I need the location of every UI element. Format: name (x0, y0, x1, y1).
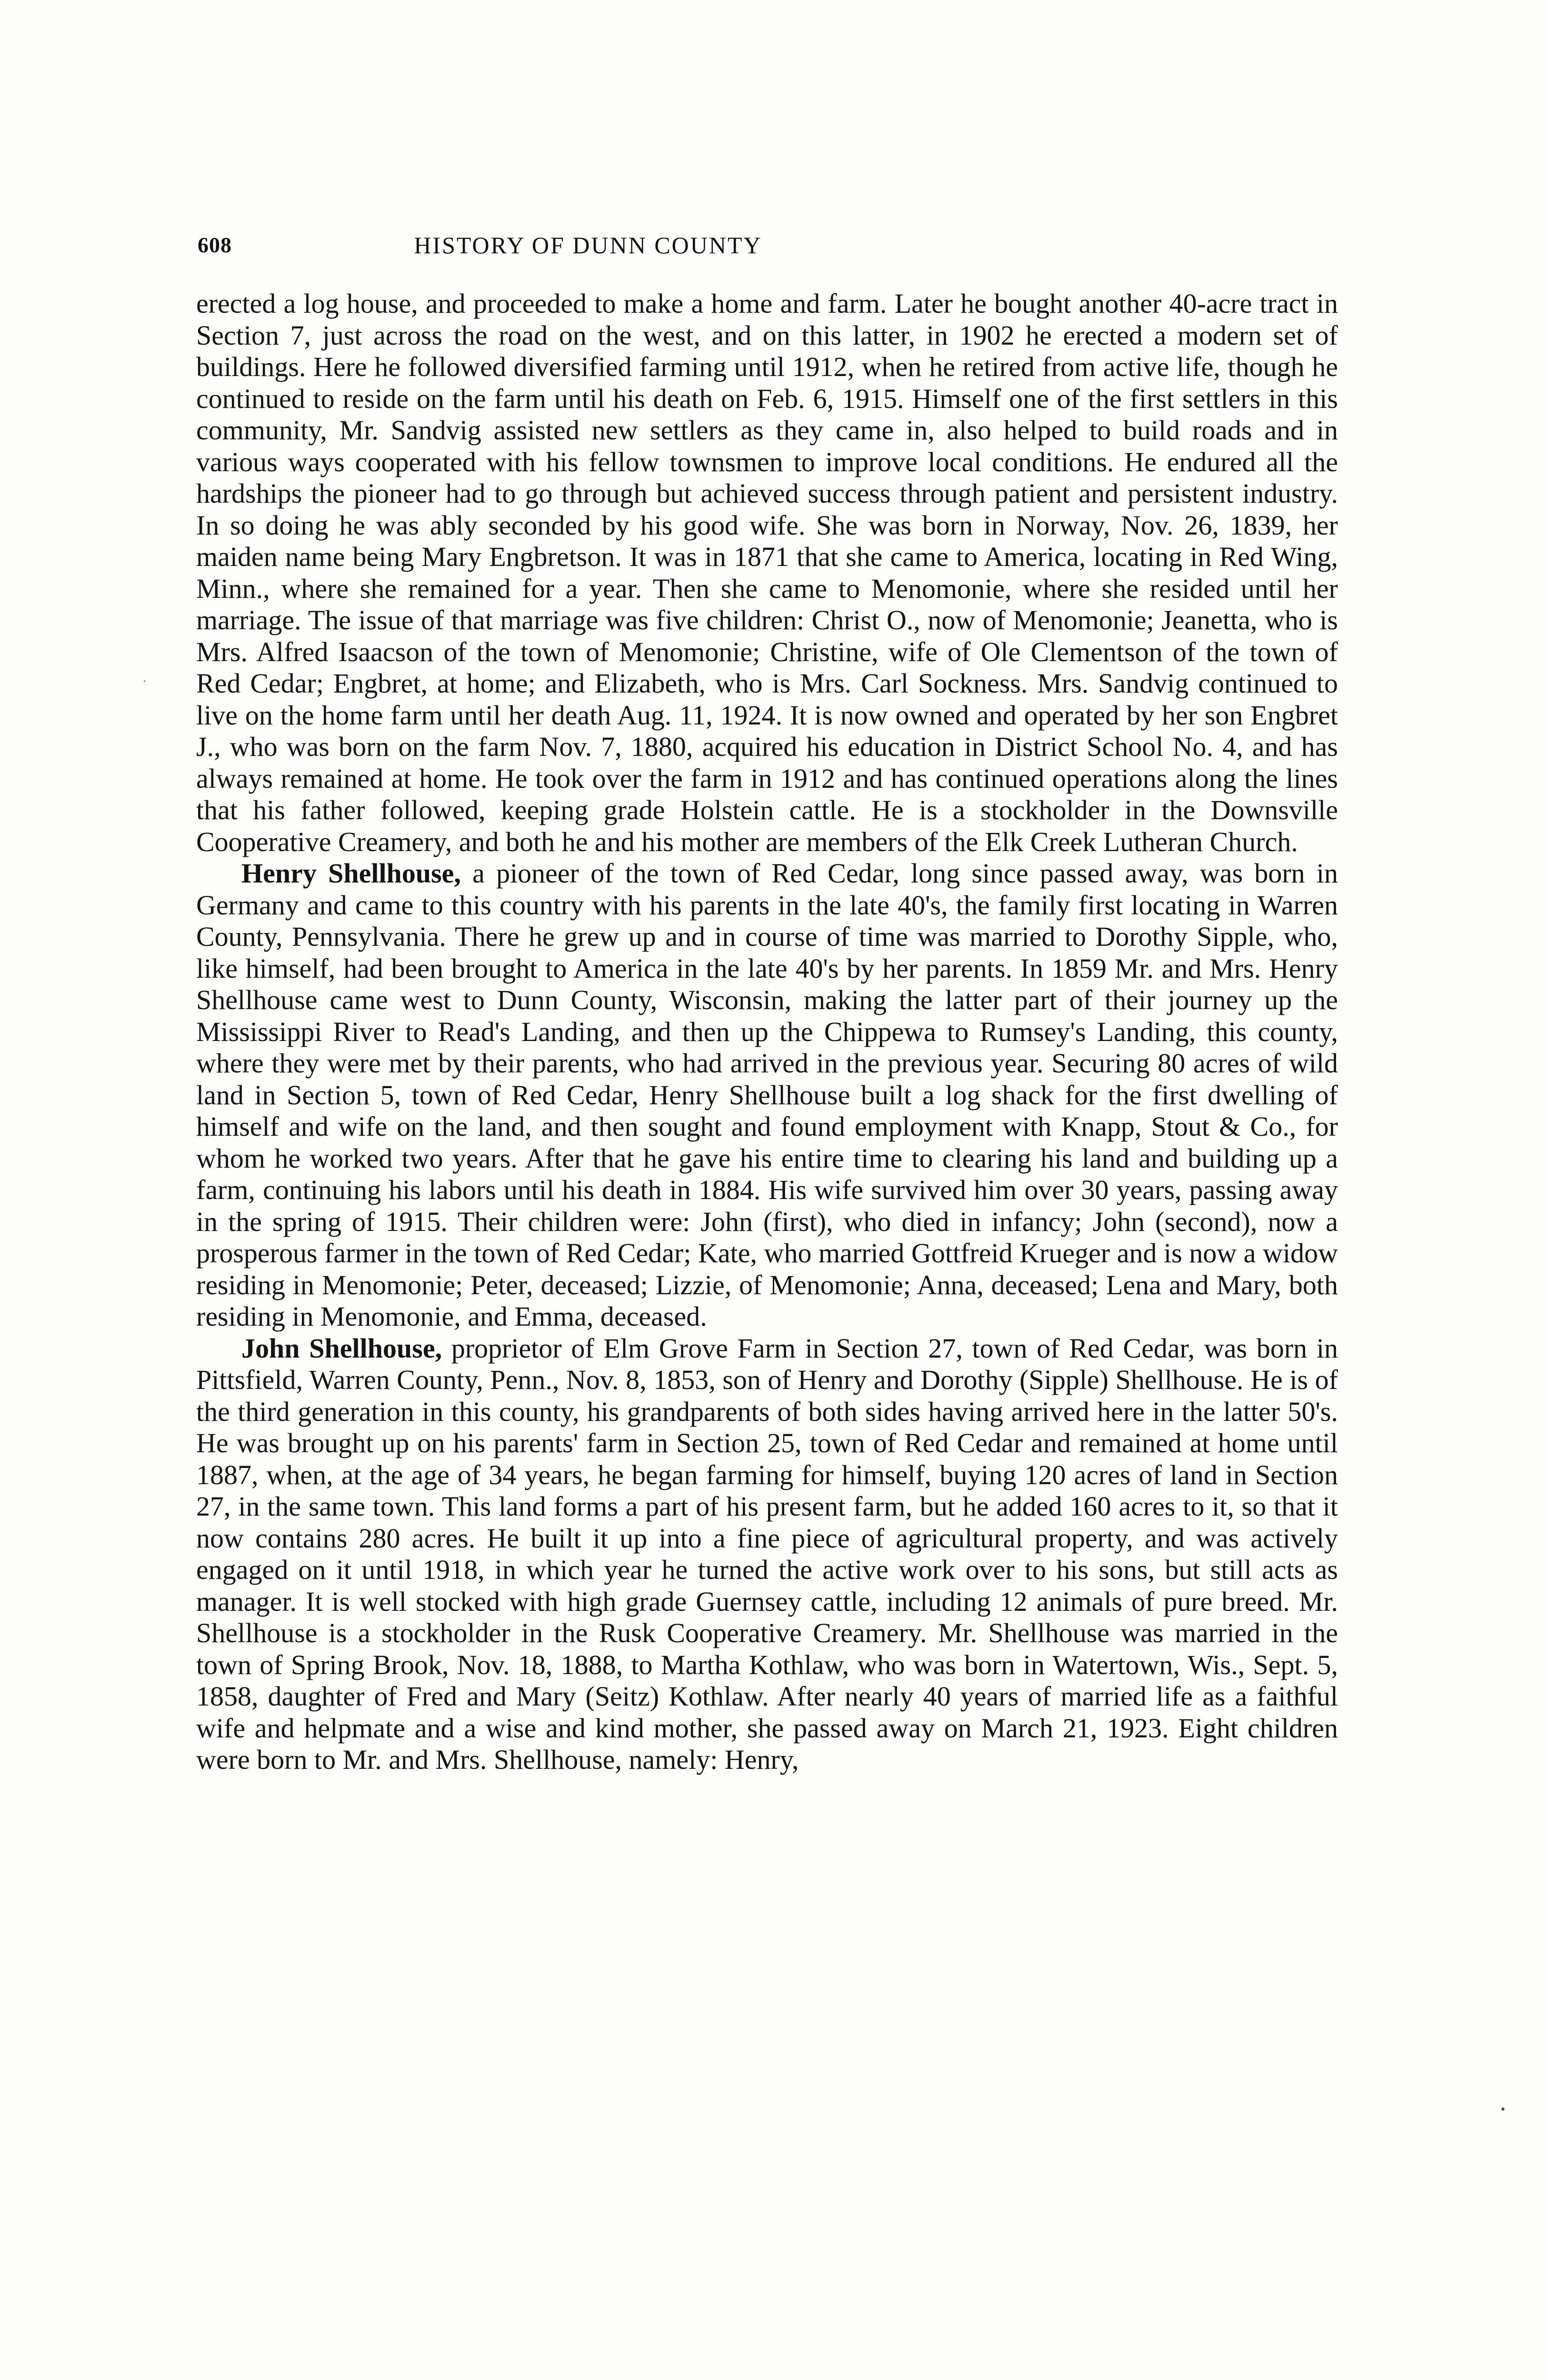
biography-name: Henry Shellhouse, (241, 858, 461, 889)
biography-name: John Shellhouse, (241, 1332, 442, 1364)
page-header (198, 228, 978, 270)
margin-speck: • (1500, 2104, 1506, 2116)
page-number: 608 (198, 233, 232, 257)
margin-speck: · (143, 676, 146, 688)
paragraph-henry-shellhouse (196, 858, 1338, 1333)
body-text (196, 288, 1338, 1776)
paragraph-text: proprietor of Elm Grove Farm in Section 27, town of Red Cedar, was born in Pittsfield, Warren County, Penn., Nov. 8, 1853, son of Henry and Dorothy (Sipple) Shellhouse. He is of the third generation in this county, his grandparents of both sides having arrived here in the latter 50's. He was brought up on his parents' farm in Section 25, town of Red Cedar and remained at home until 1887, when, at the age of 34 years, he began farming for himself, buying 120 acres of land in Section 27, in the same town. This land forms a part of his present farm, but he added 160 acres to it, so that it now contains 280 acres. He built it up into a fine piece of agricultural property, and was actively engaged on it until 1918, in which year he turned the active work over to his sons, but still acts as manager. It is well stocked with high grade Guernsey cattle, including 12 animals of pure breed. Mr. Shellhouse is a stockholder in the Rusk Cooperative Creamery. Mr. Shellhouse was married in the town of Spring Brook, Nov. 18, 1888, to Martha Kothlaw, who was born in Watertown, Wis., Sept. 5, 1858, daughter of Fred and Mary (Seitz) Kothlaw. After nearly 40 years of married life as a faithful wife and helpmate and a wise and kind mother, she passed away on March 21, 1923. Eight children were born to Mr. and Mrs. Shellhouse, namely: Henry, (196, 1332, 1338, 1775)
paragraph-text: a pioneer of the town of Red Cedar, long since passed away, was born in Germany and came to this country with his parents in the late 40's, the family first locating in Warren County, Pennsylvania. There he grew up and in course of time was married to Dorothy Sipple, who, like himself, had been brought to America in the late 40's by her parents. In 1859 Mr. and Mrs. Henry Shellhouse came west to Dunn County, Wisconsin, making the latter part of their journey up the Mississippi River to Read's Landing, and then up the Chippewa to Rumsey's Landing, this county, where they were met by their parents, who had arrived in the previous year. Securing 80 acres of wild land in Section 5, town of Red Cedar, Henry Shellhouse built a log shack for the first dwelling of himself and wife on the land, and then sought and found employment with Knapp, Stout & Co., for whom he worked two years. After that he gave his entire time to clearing his land and building up a farm, continuing his labors until his death in 1884. His wife survived him over 30 years, passing away in the spring of 1915. Their children were: John (first), who died in infancy; John (second), now a prosperous farmer in the town of Red Cedar; Kate, who married Gottfreid Krueger and is now a widow residing in Menomonie; Peter, deceased; Lizzie, of Menomonie; Anna, deceased; Lena and Mary, both residing in Menomonie, and Emma, deceased. (196, 858, 1338, 1332)
paragraph-john-shellhouse (196, 1333, 1338, 1776)
paragraph-text: erected a log house, and proceeded to make a home and farm. Later he bought another 40-acre tract in Section 7, just across the road on the west, and on this latter, in 1902 he erected a modern set of buildings. Here he followed diversified farming until 1912, when he retired from active life, though he continued to reside on the farm until his death on Feb. 6, 1915. Himself one of the first settlers in this community, Mr. Sandvig assisted new settlers as they came in, also helped to build roads and in various ways cooperated with his fellow townsmen to improve local conditions. He endured all the hardships the pioneer had to go through but achieved success through patient and persistent industry. In so doing he was ably seconded by his good wife. She was born in Norway, Nov. 26, 1839, her maiden name being Mary Engbretson. It was in 1871 that she came to America, locating in Red Wing, Minn., where she remained for a year. Then she came to Menomonie, where she resided until her marriage. The issue of that marriage was five children: Christ O., now of Menomonie; Jeanetta, who is Mrs. Alfred Isaacson of the town of Menomonie; Christine, wife of Ole Clementson of the town of Red Cedar; Engbret, at home; and Elizabeth, who is Mrs. Carl Sockness. Mrs. Sandvig continued to live on the home farm until her death Aug. 11, 1924. It is now owned and operated by her son Engbret J., who was born on the farm Nov. 7, 1880, acquired his education in District School No. 4, and has always remained at home. He took over the farm in 1912 and has continued operations along the lines that his father followed, keeping grade Holstein cattle. He is a stockholder in the Downsville Cooperative Creamery, and both he and his mother are members of the Elk Creek Lutheran Church. (196, 288, 1338, 857)
running-head: HISTORY OF DUNN COUNTY (414, 232, 762, 258)
paragraph-sandvig-continued (196, 288, 1338, 858)
